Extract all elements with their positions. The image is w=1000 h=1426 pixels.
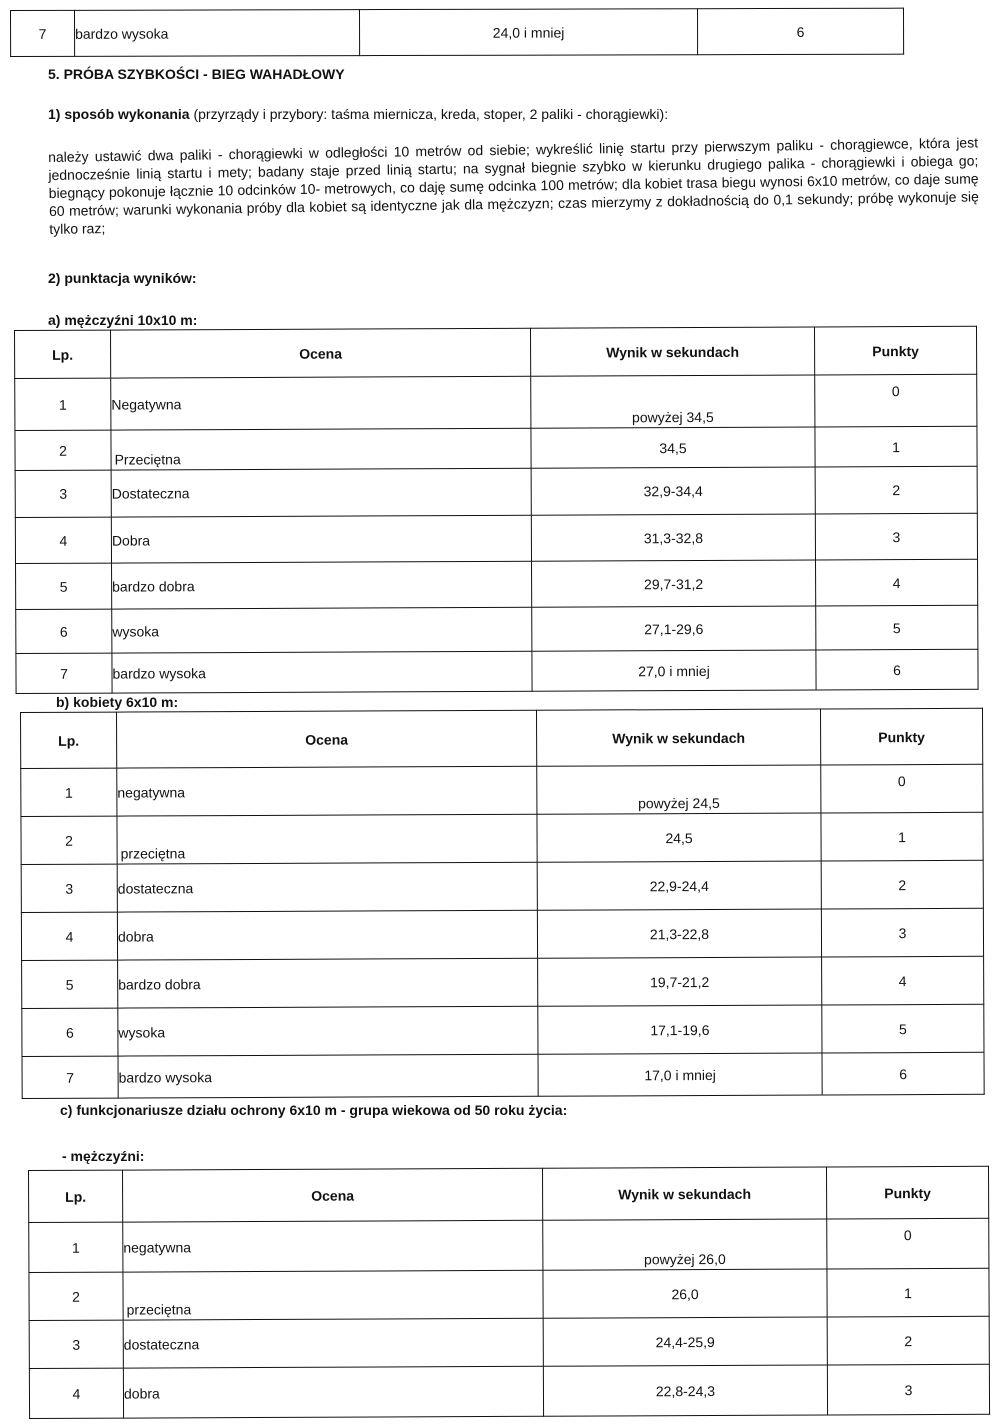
punkty-value: 0: [897, 773, 906, 790]
punkty-value: 0: [903, 1227, 912, 1244]
table-row: [15, 466, 977, 517]
punkty-cell: 2: [815, 466, 977, 514]
ocena-header: Ocena: [117, 710, 537, 768]
table-c-subtitle: - mężczyźni:: [62, 1148, 145, 1164]
table-a-title: a) mężczyźni 10x10 m:: [48, 312, 198, 328]
table-b-title: b) kobiety 6x10 m:: [56, 694, 179, 710]
table-row: [29, 1364, 989, 1418]
wynik-cell: 17,1-19,6: [538, 1005, 822, 1054]
wynik-cell: 27,1-29,6: [532, 606, 816, 651]
table-row: [22, 956, 984, 1008]
punkty-cell: 1: [815, 426, 977, 467]
wynik-cell: 27,0 i mniej: [532, 650, 816, 691]
wynik-value: powyżej 26,0: [644, 1250, 726, 1268]
table-row: [21, 860, 983, 912]
lp-header: Lp.: [29, 1170, 123, 1222]
lp-cell: 4: [15, 517, 111, 563]
lp-cell: 3: [15, 470, 111, 517]
lp-header: Lp.: [15, 330, 111, 378]
ocena-cell: bardzo wysoka: [112, 651, 532, 693]
table-a: [14, 326, 979, 694]
table-c: [28, 1166, 990, 1419]
wynik-header: Wynik w sekundach: [530, 327, 814, 376]
punkty-cell: 3: [827, 1364, 989, 1415]
punkty-cell: 1: [827, 1268, 989, 1317]
wynik-cell: 17,0 i mniej: [538, 1053, 822, 1096]
wynik-cell: 22,9-24,4: [537, 861, 821, 910]
punkty-cell: 3: [821, 908, 983, 957]
table-row: [16, 649, 978, 693]
lp-header: Lp.: [21, 712, 117, 768]
ocena-cell: bardzo wysoka: [118, 1054, 538, 1098]
ocena-cell: dobra: [117, 910, 537, 960]
ocena-header: Ocena: [111, 328, 531, 378]
punkty-cell: 6: [697, 8, 903, 55]
lp-cell: 4: [21, 912, 117, 960]
ocena-cell: [117, 814, 537, 864]
wynik-cell: 24,5: [537, 813, 821, 862]
wynik-cell: 24,4-25,9: [543, 1317, 827, 1366]
punkty-value: 0: [891, 383, 900, 400]
punkty-cell: [815, 374, 977, 427]
ocena-cell: bardzo dobra: [118, 958, 538, 1008]
table-row: [16, 605, 978, 653]
table-row: [15, 426, 977, 470]
ocena-cell: dostateczna: [123, 1318, 543, 1368]
ocena-cell: [123, 1270, 543, 1320]
lp-cell: 3: [21, 864, 117, 912]
wynik-value: powyżej 24,5: [638, 794, 720, 812]
table-c-title: c) funkcjonariusze działu ochrony 6x10 m - grupa wiekowa od 50 roku życia:: [60, 1102, 568, 1118]
ocena-cell: [111, 428, 531, 470]
ocena-value: przeciętna: [126, 1301, 192, 1318]
wynik-cell: 19,7-21,2: [538, 957, 822, 1006]
punkty-header: Punkty: [814, 326, 976, 375]
table-row: [15, 513, 977, 563]
wynik-cell: 32,9-34,4: [531, 467, 815, 515]
punkty-cell: [827, 1218, 989, 1269]
scoring-title: 2) punktacja wyników:: [48, 270, 197, 286]
table-row: [29, 1268, 989, 1320]
header-row: [21, 708, 983, 768]
lp-cell: 7: [16, 653, 112, 693]
ocena-cell: Dobra: [111, 515, 531, 563]
table-row: [16, 559, 978, 609]
wynik-cell: 21,3-22,8: [537, 909, 821, 958]
lp-cell: 7: [22, 1056, 118, 1098]
wynik-cell: [531, 375, 815, 428]
header-row: [29, 1166, 989, 1222]
lp-cell: 2: [21, 816, 117, 864]
punkty-cell: [821, 764, 983, 813]
table-row: [21, 908, 983, 960]
punkty-cell: 6: [816, 649, 978, 690]
table-row: [21, 812, 983, 864]
lp-cell: 2: [29, 1272, 123, 1320]
wynik-header: Wynik w sekundach: [536, 709, 820, 766]
lp-cell: 6: [22, 1008, 118, 1056]
punkty-header: Punkty: [820, 708, 982, 765]
punkty-cell: 2: [827, 1316, 989, 1365]
lp-cell: 5: [22, 960, 118, 1008]
ocena-cell: wysoka: [118, 1006, 538, 1056]
wynik-header: Wynik w sekundach: [542, 1167, 826, 1220]
top-continuation-table: [10, 8, 904, 57]
table-row: [22, 1052, 984, 1098]
wynik-cell: 29,7-31,2: [532, 560, 816, 607]
ocena-value: przeciętna: [120, 845, 186, 862]
table-row: [22, 1004, 984, 1056]
ocena-cell: Negatywna: [111, 376, 531, 430]
punkty-cell: 4: [822, 956, 984, 1005]
table-row: [21, 764, 983, 816]
punkty-cell: 5: [822, 1004, 984, 1053]
table-b: [20, 708, 985, 1099]
table-row: [15, 374, 977, 430]
lp-cell: 1: [15, 378, 111, 430]
lp-cell: 1: [21, 768, 117, 816]
wynik-cell: 34,5: [531, 427, 815, 468]
ocena-value: Przeciętna: [114, 451, 181, 468]
punkty-cell: 3: [815, 513, 977, 560]
ocena-cell: dobra: [123, 1366, 543, 1418]
punkty-cell: 4: [816, 559, 978, 606]
wynik-cell: 26,0: [543, 1269, 827, 1318]
lp-cell: 3: [29, 1320, 123, 1368]
method-description: należy ustawić dwa paliki - chorągiewki w odległości 10 metrów od siebie; wykreślić linię startu przy pierwszym paliku - chorągiewce, która jest jednocześnie linią startu i mety; badany staje przed linią startu; na sygnał biegnie szybko w kierunku drugiego palika - chorągiewki i obiega go; biegnący pokonuje łącznie 10 odcinków 10- metrowych, co daję sumę odcinka 100 metrów; dla kobiet trasa biegu wynosi 6x10 metrów, co daje sumę 60 metrów; warunki wykonania próby dla kobiet są identyczne jak dla mężczyzn; czas mierzymy z dokładnością do 0,1 sekundy; próbę wykonuje się tylko raz;: [48, 134, 980, 237]
lp-cell: 4: [29, 1368, 123, 1418]
ocena-cell: Dostateczna: [111, 468, 531, 517]
lp-cell: 2: [15, 430, 111, 470]
lp-cell: 6: [16, 609, 112, 653]
ocena-cell: negatywna: [123, 1220, 543, 1272]
table-row: [11, 8, 904, 56]
method-label: 1) sposób wykonania: [48, 106, 190, 122]
wynik-cell: 31,3-32,8: [531, 514, 815, 561]
table-row: [29, 1316, 989, 1368]
method-line: [48, 106, 668, 122]
ocena-header: Ocena: [123, 1168, 543, 1222]
lp-cell: 1: [29, 1222, 123, 1272]
wynik-cell: [537, 765, 821, 814]
lp-cell: 7: [11, 10, 75, 56]
ocena-cell: negatywna: [117, 766, 537, 816]
wynik-value: powyżej 34,5: [631, 408, 714, 426]
ocena-cell: dostateczna: [117, 862, 537, 912]
ocena-cell: bardzo wysoka: [75, 10, 360, 57]
section-title: 5. PRÓBA SZYBKOŚCI - BIEG WAHADŁOWY: [48, 66, 345, 82]
punkty-cell: 5: [816, 605, 978, 650]
table-row: [29, 1218, 989, 1272]
punkty-header: Punkty: [826, 1166, 988, 1219]
ocena-cell: bardzo dobra: [112, 561, 532, 609]
wynik-cell: 24,0 i mniej: [360, 9, 698, 56]
punkty-cell: 6: [822, 1052, 984, 1095]
wynik-cell: [543, 1219, 827, 1270]
punkty-cell: 2: [821, 860, 983, 909]
wynik-cell: 22,8-24,3: [543, 1365, 827, 1416]
method-equipment: (przyrządy i przybory: taśma miernicza, kreda, stoper, 2 paliki - chorągiewki):: [193, 106, 669, 122]
ocena-cell: wysoka: [112, 607, 532, 653]
header-row: [15, 326, 977, 378]
punkty-cell: 1: [821, 812, 983, 861]
lp-cell: 5: [16, 563, 112, 609]
